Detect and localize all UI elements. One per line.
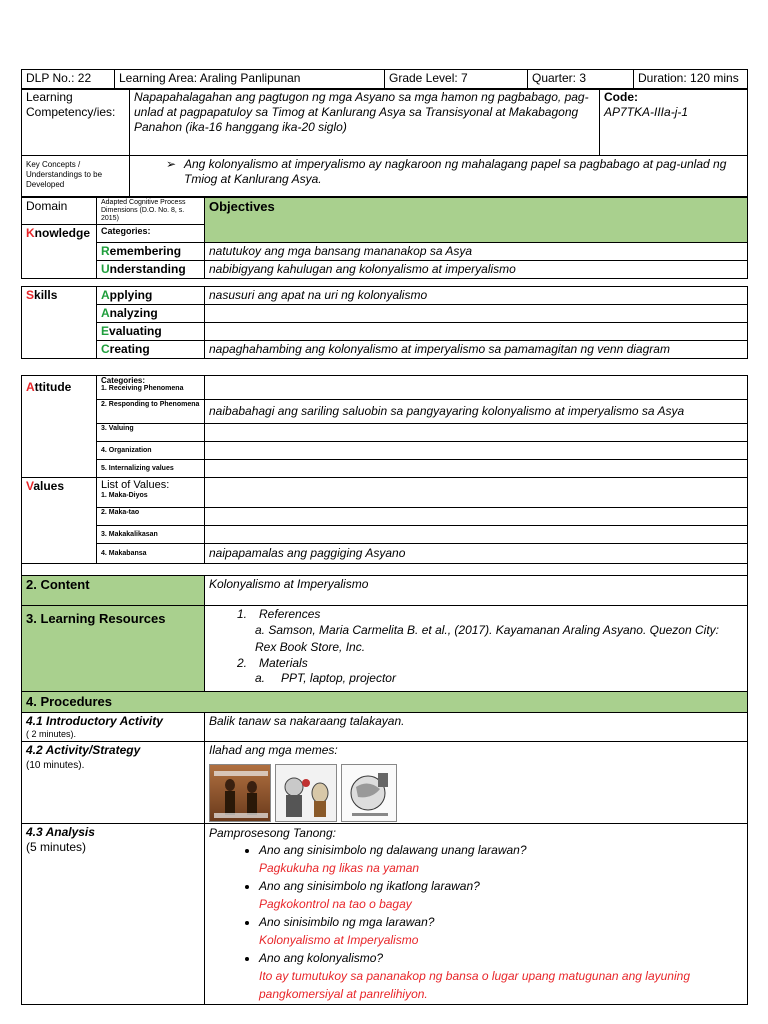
values-rest: alues xyxy=(33,479,65,493)
question-item xyxy=(259,877,743,913)
arrow-bullet-icon: ➢ xyxy=(166,157,177,171)
remembering-cap: R xyxy=(101,244,110,258)
values-list-label: List of Values: xyxy=(101,479,170,491)
evaluating-label xyxy=(97,323,205,341)
evaluating-cap: E xyxy=(101,324,110,338)
attitude-categories: Categories: xyxy=(101,376,146,385)
analysis-cell xyxy=(22,824,205,1005)
valuing-label: 3. Valuing xyxy=(97,424,205,442)
question-text: Ano ang kolonyalismo? xyxy=(259,951,384,965)
makabansa-label: 4. Makabansa xyxy=(97,544,205,564)
analysis-intro: Pamprosesong Tanong: xyxy=(209,826,336,840)
resources-label: 3. Learning Resources xyxy=(22,606,205,692)
applying-rest: pplying xyxy=(109,288,153,302)
knowledge-domain xyxy=(22,225,97,279)
responding-objective: naibabahagi ang sariling saluobin sa pangyayaring kolonyalismo at imperyalismo sa Asya xyxy=(205,400,748,424)
knowledge-rest: nowledge xyxy=(34,226,91,240)
activity-time: (10 minutes). xyxy=(26,760,85,771)
code-label: Code: xyxy=(604,90,638,104)
skills-rest: kills xyxy=(34,288,58,302)
applying-objective: nasusuri ang apat na uri ng kolonyalismo xyxy=(205,287,748,305)
procedures-table xyxy=(21,563,748,1005)
quarter: Quarter: 3 xyxy=(528,70,634,90)
analysis-title: 4.3 Analysis xyxy=(26,825,95,839)
receiving-label: 1. Receiving Phenomena xyxy=(101,385,184,392)
code-cell xyxy=(600,89,748,156)
organization-objective xyxy=(205,442,748,460)
values-domain xyxy=(22,478,97,564)
resources-cell xyxy=(205,606,748,692)
skills-domain xyxy=(22,287,97,359)
makakalikasan-objective xyxy=(205,526,748,544)
answer-text: Pagkukuha ng likas na yaman xyxy=(259,861,420,875)
attitude-row-1 xyxy=(97,376,205,400)
question-text: Ano sinisimbilo ng mga larawan? xyxy=(259,915,435,929)
answer-text: Pagkokontrol na tao o bagay xyxy=(259,897,412,911)
question-item xyxy=(259,913,743,949)
skills-cap: S xyxy=(26,288,35,302)
dlp-number: DLP No.: 22 xyxy=(22,70,115,90)
analysis-content xyxy=(205,824,748,1005)
question-item xyxy=(259,841,743,877)
header-table xyxy=(21,69,748,90)
key-concepts-text: Ang kolonyalismo at imperyalismo ay nagkaroon ng mahalagang papel sa pagbabago at pag-unlad ng Tmiog at Kanlurang Asya. xyxy=(184,157,727,186)
competency-label: Learning Competency/ies: xyxy=(22,89,130,156)
intro-title: 4.1 Introductory Activity xyxy=(26,714,163,728)
attitude-table xyxy=(21,375,748,564)
maka-tao-label: 2. Maka-tao xyxy=(97,508,205,526)
maka-tao-objective xyxy=(205,508,748,526)
understanding-cap: U xyxy=(101,262,110,276)
creating-label xyxy=(97,341,205,359)
spacer-row xyxy=(22,564,748,576)
analyzing-objective xyxy=(205,305,748,323)
analysis-time: (5 minutes) xyxy=(26,840,87,854)
applying-label xyxy=(97,287,205,305)
analyzing-rest: nalyzing xyxy=(109,306,158,320)
answer-text: Ito ay tumutukoy sa pananakop ng bansa o lugar upang matugunan ang layuning pangkomersiyal at panrelihiyon. xyxy=(259,969,690,1001)
meme-image-2 xyxy=(275,764,337,822)
meme-image-1 xyxy=(209,764,271,822)
learning-area: Learning Area: Araling Panlipunan xyxy=(115,70,385,90)
intro-text: Balik tanaw sa nakaraang talakayan. xyxy=(205,713,748,742)
values-cap: V xyxy=(26,479,34,493)
organization-label: 4. Organization xyxy=(97,442,205,460)
mat-num: 2. xyxy=(237,656,248,670)
activity-content xyxy=(205,742,748,824)
knowledge-cap: K xyxy=(26,226,35,240)
activity-title: 4.2 Activity/Strategy xyxy=(26,743,141,757)
objectives-header: Objectives xyxy=(205,198,748,243)
creating-cap: C xyxy=(101,342,110,356)
makabansa-objective: naipapamalas ang paggiging Asyano xyxy=(205,544,748,564)
creating-rest: reating xyxy=(109,342,150,356)
ref-text: a. Samson, Maria Carmelita B. et al., (2017). Kayamanan Araling Asyano. Quezon City: Rex Book Store, Inc. xyxy=(255,623,719,654)
grade-level: Grade Level: 7 xyxy=(385,70,528,90)
maka-diyos-objective xyxy=(205,478,748,508)
content-text: Kolonyalismo at Imperyalismo xyxy=(205,576,748,606)
knowledge-table xyxy=(21,197,748,279)
applying-cap: A xyxy=(101,288,110,302)
internalizing-objective xyxy=(205,460,748,478)
question-text: Ano ang sinisimbolo ng dalawang unang larawan? xyxy=(259,843,527,857)
intro-time: ( 2 minutes). xyxy=(26,729,77,739)
remembering-label xyxy=(97,243,205,261)
remembering-objective: natutukoy ang mga bansang mananakop sa Asya xyxy=(205,243,748,261)
internalizing-label: 5. Internalizing values xyxy=(97,460,205,478)
evaluating-objective xyxy=(205,323,748,341)
competency-text: Napapahalagahan ang pagtugon ng mga Asyano sa mga hamon ng pagbabago, pag-unlad at pagpapatuloy sa Timog at Kanlurang Asya sa Transisyonal at Makabagong Panahon (ika-16 hanggang ika-20 siglo) xyxy=(130,89,600,156)
creating-objective: napaghahambing ang kolonyalismo at imperyalismo sa pamamagitan ng venn diagram xyxy=(205,341,748,359)
ref-label: References xyxy=(259,607,321,621)
attitude-domain xyxy=(22,376,97,478)
question-item xyxy=(259,949,743,1003)
question-text: Ano ang sinisimbolo ng ikatlong larawan? xyxy=(259,879,480,893)
understanding-rest: nderstanding xyxy=(109,262,186,276)
adapted-dimensions: Adapted Cognitive Process Dimensions (D.O. No. 8, s. 2015) xyxy=(97,198,205,225)
key-concepts-label: Key Concepts / Understandings to be Developed xyxy=(22,156,130,197)
meme-image-3 xyxy=(341,764,397,822)
answer-text: Kolonyalismo at Imperyalismo xyxy=(259,933,419,947)
understanding-label xyxy=(97,261,205,279)
content-label: 2. Content xyxy=(22,576,205,606)
receiving-objective xyxy=(205,376,748,400)
knowledge-categories: Categories: xyxy=(97,225,205,243)
responding-label: 2. Responding to Phenomena xyxy=(97,400,205,424)
questions-list xyxy=(209,841,743,1003)
evaluating-rest: valuating xyxy=(109,324,162,338)
mat-label: Materials xyxy=(259,656,308,670)
activity-cell xyxy=(22,742,205,824)
key-concepts-cell xyxy=(130,156,748,197)
mat-a: a. xyxy=(255,671,266,685)
mat-text: PPT, laptop, projector xyxy=(281,671,396,685)
understanding-objective: nabibigyang kahulugan ang kolonyalismo at imperyalismo xyxy=(205,261,748,279)
attitude-rest: ttitude xyxy=(34,380,72,394)
meme-figures-1-icon xyxy=(210,765,271,822)
ref-num: 1. xyxy=(237,607,248,621)
skills-table xyxy=(21,286,748,359)
maka-diyos-label: 1. Maka-Diyos xyxy=(101,492,148,499)
duration: Duration: 120 mins xyxy=(634,70,748,90)
values-row-1 xyxy=(97,478,205,508)
domain-header: Domain xyxy=(22,198,97,225)
activity-text: Ilahad ang mga memes: xyxy=(209,743,338,757)
procedures-label: 4. Procedures xyxy=(22,692,748,713)
remembering-rest: emembering xyxy=(109,244,182,258)
memes-row xyxy=(209,764,743,822)
intro-cell xyxy=(22,713,205,742)
meme-globe-3-icon xyxy=(342,765,397,822)
code-value: AP7TKA-IIIa-j-1 xyxy=(604,105,689,119)
attitude-cap: A xyxy=(26,380,35,394)
makakalikasan-label: 3. Makakalikasan xyxy=(97,526,205,544)
analyzing-cap: A xyxy=(101,306,110,320)
valuing-objective xyxy=(205,424,748,442)
meme-cartoon-2-icon xyxy=(276,765,337,822)
analyzing-label xyxy=(97,305,205,323)
competency-table xyxy=(21,88,748,197)
